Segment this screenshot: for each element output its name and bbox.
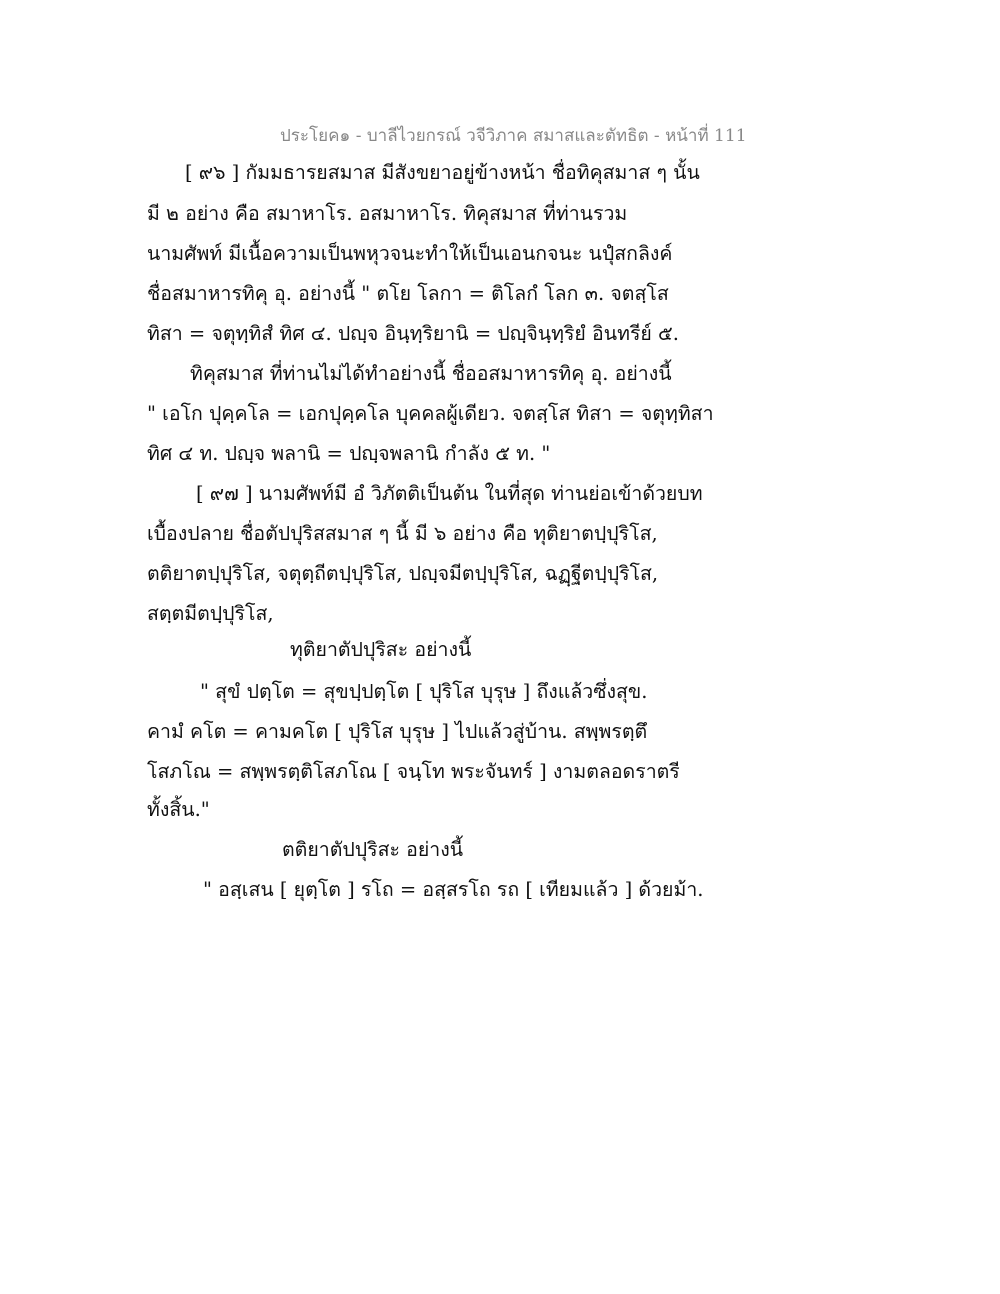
section-heading: ตติยาตัปปุริสะ อย่างนี้ <box>282 838 464 861</box>
text-line: มี ๒ อย่าง คือ สมาหาโร. อสมาหาโร. ทิคุสมาส ที่ท่านรวม <box>147 202 628 225</box>
page-header: ประโยค๑ - บาลีไวยกรณ์ วจีวิภาค สมาสและตัทธิต - หน้าที่ 111 <box>280 126 747 146</box>
text-line: ทิสา = จตุทฺทิสํ ทิศ ๔. ปญฺจ อินฺทฺริยานิ = ปญฺจินฺทฺริยํ อินทรีย์ ๕. <box>147 322 680 345</box>
text-line: ตติยาตปฺปุริโส, จตุตฺถีตปฺปุริโส, ปญฺจมีตปฺปุริโส, ฉฏฺฐีตปฺปุริโส, <box>147 562 659 585</box>
text-line: [ ๙๗ ] นามศัพท์มี อํ วิภัตติเป็นต้น ในที่สุด ท่านย่อเข้าด้วยบท <box>196 482 703 505</box>
text-line: นามศัพท์ มีเนื้อความเป็นพหุวจนะทำให้เป็นเอนกจนะ นปุํสกลิงค์ <box>147 242 673 265</box>
text-line: ทิศ ๔ ท. ปญฺจ พลานิ = ปญฺจพลานิ กำลัง ๕ ท. " <box>147 442 551 465</box>
text-line: โสภโณ = สพฺพรตฺติโสภโณ [ จนฺโท พระจันทร์ ] งามตลอดราตรี <box>147 760 680 783</box>
text-line: คามํ คโต = คามคโต [ ปุริโส บุรุษ ] ไปแล้วสู่บ้าน. สพฺพรตฺตึ <box>147 720 648 743</box>
text-line: ทั้งสิ้น." <box>147 798 210 821</box>
text-line: ชื่อสมาหารทิคุ อุ. อย่างนี้ " ตโย โลกา = ติโลกํ โลก ๓. จตสฺโส <box>147 282 669 305</box>
text-line: สตฺตมีตปฺปุริโส, <box>147 602 274 625</box>
text-line: ทิคุสมาส ที่ท่านไม่ได้ทำอย่างนี้ ชื่ออสมาหารทิคุ อุ. อย่างนี้ <box>190 362 672 385</box>
text-line: " สุขํ ปตฺโต = สุขปฺปตฺโต [ ปุริโส บุรุษ ] ถึงแล้วซึ่งสุข. <box>200 680 648 703</box>
text-line: เบื้องปลาย ชื่อตัปปุริสสมาส ๆ นี้ มี ๖ อย่าง คือ ทุติยาตปฺปุริโส, <box>147 522 658 545</box>
text-line: [ ๙๖ ] กัมมธารยสมาส มีสังขยาอยู่ข้างหน้า ชื่อทิคุสมาส ๆ นั้น <box>185 161 700 184</box>
text-line: " เอโก ปุคฺคโล = เอกปุคฺคโล บุคคลผู้เดียว. จตสฺโส ทิสา = จตุทฺทิสา <box>147 402 714 425</box>
section-heading: ทุติยาตัปปุริสะ อย่างนี้ <box>290 638 472 661</box>
text-line: " อสฺเสน [ ยุตฺโต ] รโถ = อสฺสรโถ รถ [ เทียมแล้ว ] ด้วยม้า. <box>203 878 704 901</box>
